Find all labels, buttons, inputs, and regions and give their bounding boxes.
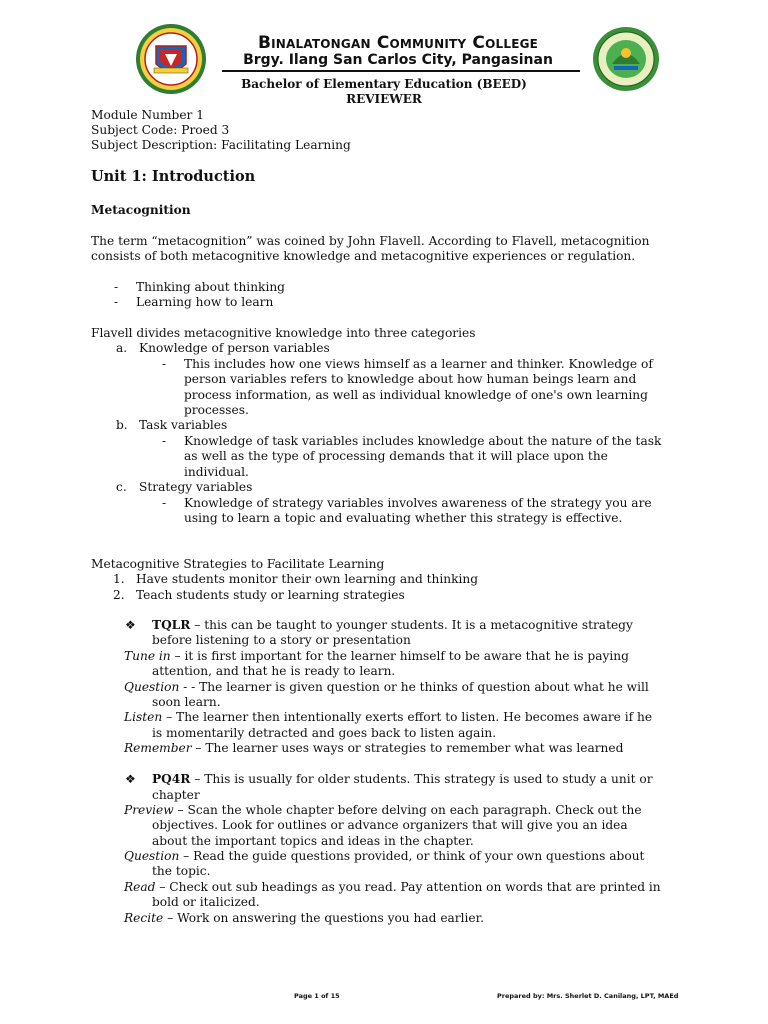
step-term: Preview [124,803,174,817]
step-line [124,849,644,865]
subject-code: Subject Code: Proed 3 [91,123,230,137]
step-text: – Work on answering the questions you had earlier. [163,911,484,925]
category-line: as well as the type of processing demands that it will place upon the [184,449,608,463]
step-text: – Scan the whole chapter before delving on each paragraph. Check out the [173,803,642,817]
subject-description: Subject Description: Facilitating Learning [91,138,351,152]
list-marker: 1. [113,572,125,586]
step-text: – The learner then intentionally exerts effort to listen. He becomes aware if he [162,710,653,724]
step-line [124,880,661,896]
dash-bullet: - [114,280,119,294]
step-line [124,741,623,757]
step-term: Remember [124,741,192,755]
category-line: individual. [184,465,249,479]
prepared-by: Prepared by: Mrs. Sherlet D. Canilang, LPT, MAEd [497,992,679,1000]
tqlr-line [152,618,633,634]
list-item: Thinking about thinking [136,280,285,294]
category-title: Knowledge of person variables [139,341,330,355]
step-term: Question [124,849,180,863]
step-text-cont: bold or italicized. [152,895,260,909]
strategy-item: Have students monitor their own learning and thinking [136,572,479,586]
pq4r-line [152,772,653,788]
college-name: Binalatongan Community College [257,33,539,53]
category-line: Knowledge of strategy variables involves awareness of the strategy you are [184,496,652,510]
page-number: Page 1 of 15 [294,992,340,1000]
dash-bullet: - [162,434,167,448]
strategy-item: Teach students study or learning strategies [136,588,405,602]
section-title: Metacognition [91,203,191,217]
category-line: using to learn a topic and evaluating whether this strategy is effective. [184,511,623,525]
step-text: – Read the guide questions provided, or think of your own questions about [179,849,645,863]
list-item: Learning how to learn [136,295,274,309]
step-text-cont: objectives. Look for outlines or advance organizers that will give you an idea [152,818,628,832]
dash-bullet: - [162,357,167,371]
step-text: - - The learner is given question or he thinks of question about what he will [179,680,649,694]
tqlr-desc-cont: before listening to a story or presentation [152,633,411,647]
list-marker: a. [116,341,128,355]
unit-title: Unit 1: Introduction [91,168,256,185]
category-title: Strategy variables [139,480,253,494]
dash-bullet: - [114,295,119,309]
dash-bullet: - [162,496,167,510]
pq4r-name: PQ4R [152,772,191,786]
college-address: Brgy. Ilang San Carlos City, Pangasinan [243,52,553,68]
strategies-intro: Metacognitive Strategies to Facilitate Learning [91,557,385,571]
step-line [124,803,642,819]
step-text: – Check out sub headings as you read. Pay attention on words that are printed in [155,880,661,894]
step-text-cont: soon learn. [152,695,221,709]
module-number: Module Number 1 [91,108,204,122]
categories-intro: Flavell divides metacognitive knowledge into three categories [91,326,476,340]
step-line [124,911,484,927]
intro-line: consists of both metacognitive knowledge and metacognitive experiences or regulation. [91,249,636,263]
category-line: process information, as well as individual knowledge of one's own learning [184,388,648,402]
list-marker: c. [116,480,127,494]
category-line: person variables refers to knowledge about how human beings learn and [184,372,637,386]
step-text-cont: about the important topics and ideas in the chapter. [152,834,474,848]
step-text-cont: is momentarily detracted and goes back to listen again. [152,726,497,740]
tqlr-desc: – this can be taught to younger students. It is a metacognitive strategy [190,618,633,632]
step-line [124,680,649,696]
step-line [124,649,629,665]
diamond-bullet-icon: ❖ [125,772,136,786]
step-term: Read [124,880,156,894]
step-term: Listen [124,710,163,724]
document-type: REVIEWER [346,92,422,106]
program-title: Bachelor of Elementary Education (BEED) [241,77,527,91]
intro-line: The term “metacognition” was coined by John Flavell. According to Flavell, metacognition [91,234,650,248]
category-line: This includes how one views himself as a learner and thinker. Knowledge of [184,357,653,371]
step-term: Recite [124,911,164,925]
category-title: Task variables [139,418,228,432]
diamond-bullet-icon: ❖ [125,618,136,632]
step-text-cont: the topic. [152,864,211,878]
step-text-cont: attention, and that he is ready to learn. [152,664,396,678]
step-line [124,710,652,726]
list-marker: 2. [113,588,125,602]
step-text: – The learner uses ways or strategies to remember what was learned [191,741,624,755]
header-rule [222,70,580,72]
tqlr-name: TQLR [152,618,191,632]
list-marker: b. [116,418,128,432]
category-line: processes. [184,403,249,417]
step-term: Tune in [124,649,171,663]
category-line: Knowledge of task variables includes knowledge about the nature of the task [184,434,662,448]
pq4r-desc: – This is usually for older students. This strategy is used to study a unit or [190,772,653,786]
step-term: Question [124,680,180,694]
step-text: – it is first important for the learner himself to be aware that he is paying [170,649,629,663]
pq4r-desc-cont: chapter [152,788,200,802]
